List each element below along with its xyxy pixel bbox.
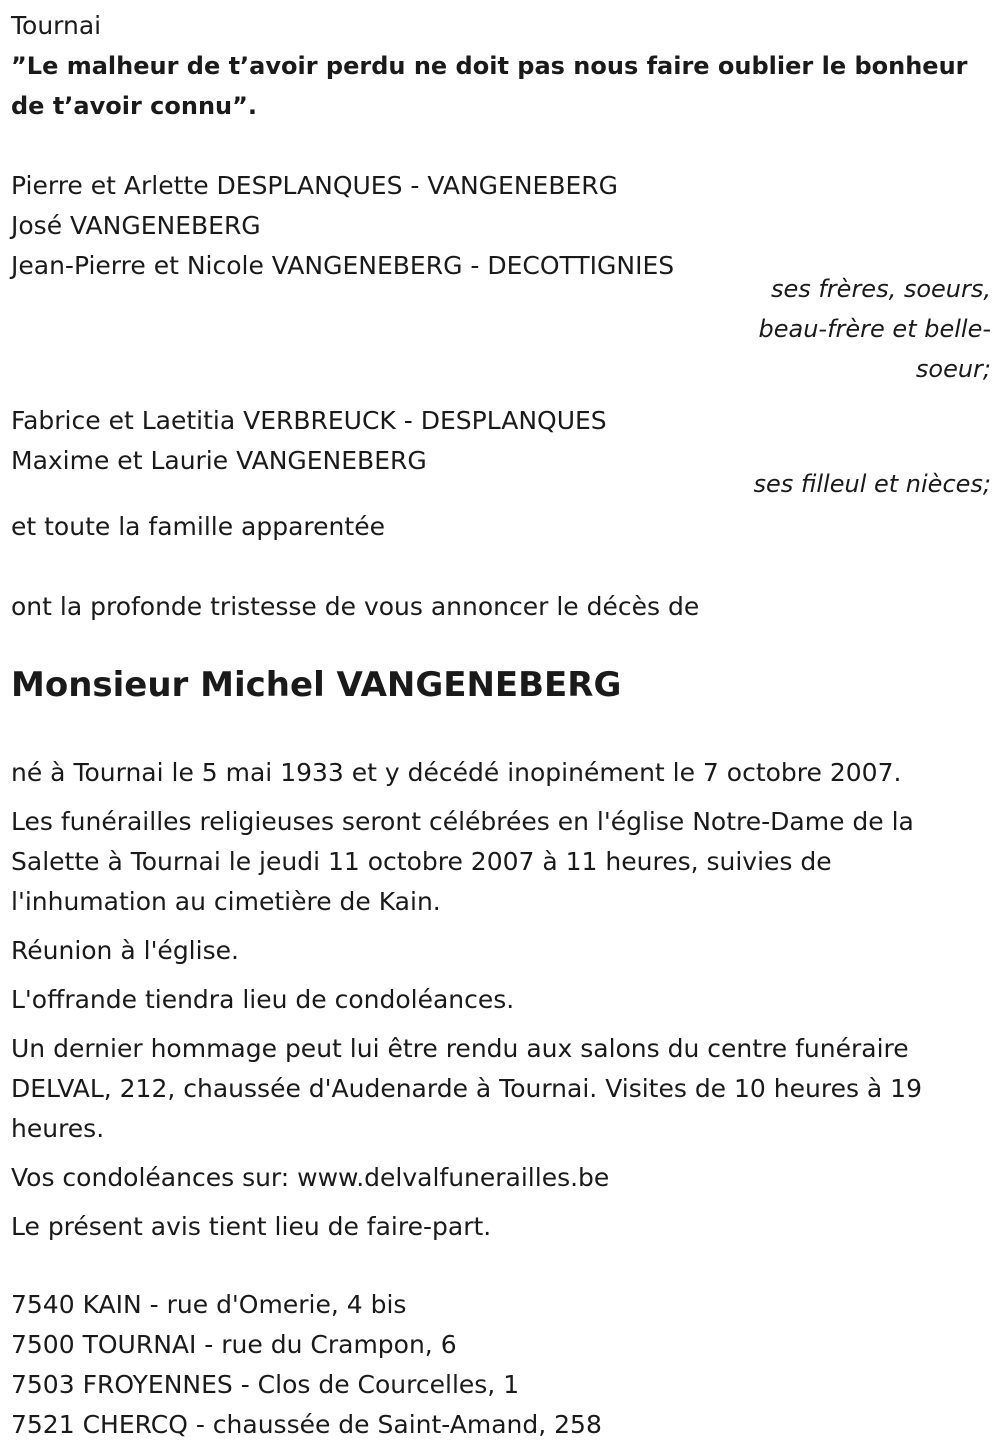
detail-funeral: Les funérailles religieuses seront célébrées en l'église Notre-Dame de la Salette à Tournai le jeudi 11 octobre 2007 à 11 heures, suivies de l'inhumation au cimetière de Kain. [11, 807, 914, 916]
family-name-line: Fabrice et Laetitia VERBREUCK - DESPLANQUES [11, 406, 607, 435]
family-role-siblings [741, 269, 991, 389]
address-line: 7521 CHERCQ - chaussée de Saint-Amand, 258 [11, 1410, 602, 1439]
family-name-line: Jean-Pierre et Nicole VANGENEBERG - DECOTTIGNIES [11, 251, 675, 280]
detail-visitation: Un dernier hommage peut lui être rendu aux salons du centre funéraire DELVAL, 212, chaussée d'Audenarde à Tournai. Visites de 10 heures à 19 heures. [11, 1034, 922, 1143]
detail-condolences-website: Vos condoléances sur: www.delvalfunerailles.be [11, 1163, 610, 1192]
family-role-line: soeur; [915, 355, 991, 383]
address-line: 7500 TOURNAI - rue du Crampon, 6 [11, 1330, 457, 1359]
family-role-godchildren: ses filleul et nièces; [753, 470, 991, 498]
address-line: 7540 KAIN - rue d'Omerie, 4 bis [11, 1290, 407, 1319]
address-line: 7503 FROYENNES - Clos de Courcelles, 1 [11, 1370, 520, 1399]
spacer [11, 547, 991, 587]
family-name-line: Pierre et Arlette DESPLANQUES - VANGENEBERG [11, 171, 619, 200]
extended-family: et toute la famille apparentée [11, 512, 385, 541]
address-list [11, 1285, 991, 1445]
family-name-line: José VANGENEBERG [11, 211, 261, 240]
town-label: Tournai [11, 11, 102, 40]
family-role-line: beau-frère et belle- [758, 315, 991, 343]
family-group-siblings [11, 166, 991, 389]
family-name-line: Maxime et Laurie VANGENEBERG [11, 446, 427, 475]
announcement-text: ont la profonde tristesse de vous annoncer le décès de [11, 592, 700, 621]
family-group-godchildren [11, 401, 991, 504]
spacer [11, 126, 991, 166]
detail-offering: L'offrande tiendra lieu de condoléances. [11, 985, 515, 1014]
detail-gathering: Réunion à l'église. [11, 936, 239, 965]
obituary-notice [11, 6, 991, 1445]
detail-notice: Le présent avis tient lieu de faire-part. [11, 1212, 492, 1241]
deceased-name: Monsieur Michel VANGENEBERG [11, 665, 622, 705]
memorial-quote: ”Le malheur de t’avoir perdu ne doit pas nous faire oublier le bonheur de t’avoir connu”. [11, 52, 968, 120]
family-role-line: ses frères, soeurs, [770, 275, 991, 303]
detail-birth-death: né à Tournai le 5 mai 1933 et y décédé inopinément le 7 octobre 2007. [11, 758, 902, 787]
